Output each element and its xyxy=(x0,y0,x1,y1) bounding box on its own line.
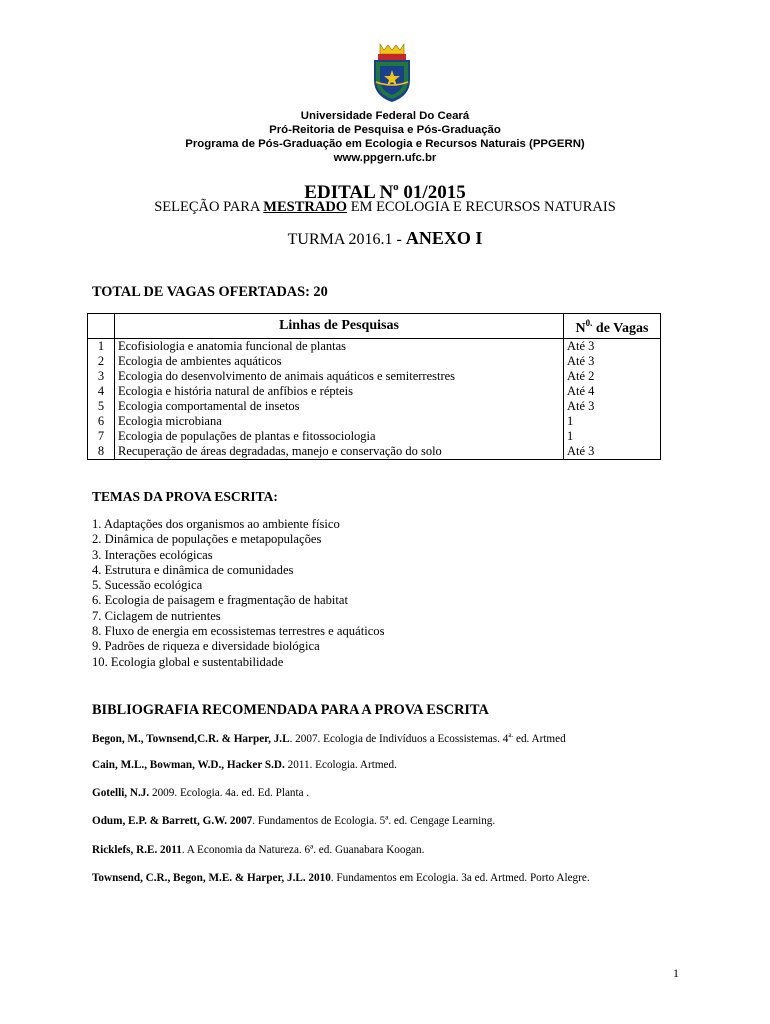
bibliography-entry xyxy=(92,844,424,856)
list-item: 7. Ciclagem de nutrientes xyxy=(92,608,221,623)
list-item: 3. Interações ecológicas xyxy=(92,547,213,562)
list-item: 5. Sucessão ecológica xyxy=(92,578,203,593)
bib-details: . 2007. Ecologia de Indivíduos a Ecossistemas. 4 xyxy=(289,733,509,745)
list-item: 4. Estrutura e dinâmica de comunidades xyxy=(92,562,294,577)
row-line: Ecofisiologia e anatomia funcional de plantas xyxy=(115,339,564,355)
subtitle-emphasis: MESTRADO xyxy=(263,199,348,215)
table-row xyxy=(88,339,661,355)
prorectorate-name: Pró-Reitoria de Pesquisa e Pós-Graduação xyxy=(269,124,501,136)
row-num: 8 xyxy=(88,444,115,460)
row-line: Recuperação de áreas degradadas, manejo e conservação do solo xyxy=(115,444,564,460)
vagas-header-prefix: N xyxy=(575,321,586,336)
table-row xyxy=(88,354,661,369)
bib-details: . Fundamentos de Ecologia. 5ª. ed. Cengage Learning. xyxy=(252,815,496,827)
row-vagas: Até 3 xyxy=(564,354,661,369)
row-vagas: Até 4 xyxy=(564,384,661,399)
list-item: 6. Ecologia de paisagem e fragmentação de habitat xyxy=(92,593,348,608)
header-num-cell xyxy=(88,314,115,339)
table-row xyxy=(88,429,661,444)
university-crest-icon xyxy=(370,42,414,104)
table-row xyxy=(88,369,661,384)
bib-superscript: a. xyxy=(508,731,514,739)
list-item: 9. Padrões de riqueza e diversidade biológica xyxy=(92,639,320,654)
bib-details: . Fundamentos em Ecologia. 3a ed. Artmed. Porto Alegre. xyxy=(330,872,590,884)
page-number: 1 xyxy=(673,966,679,980)
table-row xyxy=(88,414,661,429)
university-name: Universidade Federal Do Ceará xyxy=(300,110,470,122)
table-row xyxy=(88,444,661,460)
bib-authors: Ricklefs, R.E. 2011 xyxy=(92,844,182,856)
bib-details: 2011. Ecologia. Artmed. xyxy=(284,759,397,771)
row-num: 5 xyxy=(88,399,115,414)
bib-authors: Begon, M., Townsend,C.R. & Harper, J.L xyxy=(92,733,290,745)
bib-details-tail: ed. Artmed xyxy=(513,733,566,745)
row-vagas: 1 xyxy=(564,414,661,429)
bib-details: . A Economia da Natureza. 6ª. ed. Guanabara Koogan. xyxy=(181,844,425,856)
temas-list xyxy=(92,517,384,670)
title-number: 01/2015 xyxy=(398,182,466,203)
bibliography-entry xyxy=(92,872,590,884)
row-num: 3 xyxy=(88,369,115,384)
header-vagas-cell xyxy=(564,314,661,339)
institution-header xyxy=(0,109,770,165)
title-superscript: o xyxy=(393,181,399,193)
total-vagas-heading: TOTAL DE VAGAS OFERTADAS: 20 xyxy=(92,284,328,300)
bibliography-heading: BIBLIOGRAFIA RECOMENDADA PARA A PROVA ESCRITA xyxy=(92,702,489,718)
table-row xyxy=(88,384,661,399)
row-num: 1 xyxy=(88,339,115,355)
subtitle-after: EM ECOLOGIA E RECURSOS NATURAIS xyxy=(347,199,616,215)
row-num: 7 xyxy=(88,429,115,444)
row-line: Ecologia do desenvolvimento de animais aquáticos e semiterrestres xyxy=(115,369,564,384)
row-num: 2 xyxy=(88,354,115,369)
row-vagas: Até 3 xyxy=(564,339,661,355)
program-website[interactable]: www.ppgern.ufc.br xyxy=(333,152,437,164)
bibliography-entry xyxy=(92,815,495,827)
title-prefix: EDITAL N xyxy=(304,182,394,203)
bib-details: 2009. Ecologia. 4a. ed. Ed. Planta . xyxy=(149,787,310,799)
turma-label: TURMA 2016.1 - xyxy=(287,231,406,248)
row-line: Ecologia e história natural de anfíbios e répteis xyxy=(115,384,564,399)
row-vagas: 1 xyxy=(564,429,661,444)
subtitle-before: SELEÇÃO PARA xyxy=(154,199,264,215)
row-line: Ecologia de populações de plantas e fitossociologia xyxy=(115,429,564,444)
row-line: Ecologia microbiana xyxy=(115,414,564,429)
research-lines-table xyxy=(87,313,661,460)
bib-authors: Cain, M.L., Bowman, W.D., Hacker S.D. xyxy=(92,759,285,771)
program-name: Programa de Pós-Graduação em Ecologia e Recursos Naturais (PPGERN) xyxy=(185,138,585,150)
bibliography-entry xyxy=(92,731,566,745)
bibliography-entry xyxy=(92,759,397,771)
bib-authors: Townsend, C.R., Begon, M.E. & Harper, J.L. 2010 xyxy=(92,872,331,884)
list-item: 10. Ecologia global e sustentabilidade xyxy=(92,654,284,669)
vagas-header-suffix: de Vagas xyxy=(592,321,649,336)
bibliography-entry xyxy=(92,787,309,799)
row-line: Ecologia de ambientes aquáticos xyxy=(115,354,564,369)
table-header-row xyxy=(88,314,661,339)
row-vagas: Até 3 xyxy=(564,399,661,414)
header-lines-cell: Linhas de Pesquisas xyxy=(115,314,564,339)
list-item: 8. Fluxo de energia em ecossistemas terrestres e aquáticos xyxy=(92,624,385,639)
row-line: Ecologia comportamental de insetos xyxy=(115,399,564,414)
table-row xyxy=(88,399,661,414)
list-item: 2. Dinâmica de populações e metapopulações xyxy=(92,532,322,547)
turma-line xyxy=(0,228,770,250)
row-num: 4 xyxy=(88,384,115,399)
row-vagas: Até 2 xyxy=(564,369,661,384)
row-vagas: Até 3 xyxy=(564,444,661,460)
row-num: 6 xyxy=(88,414,115,429)
temas-heading: TEMAS DA PROVA ESCRITA: xyxy=(92,489,278,504)
bib-authors: Gotelli, N.J. xyxy=(92,787,150,799)
bib-authors: Odum, E.P. & Barrett, G.W. 2007 xyxy=(92,815,253,827)
document-subtitle xyxy=(0,198,770,216)
list-item: 1. Adaptações dos organismos ao ambiente físico xyxy=(92,517,340,531)
vagas-header-sup: 0. xyxy=(585,318,593,328)
annex-label: ANEXO I xyxy=(405,228,483,248)
